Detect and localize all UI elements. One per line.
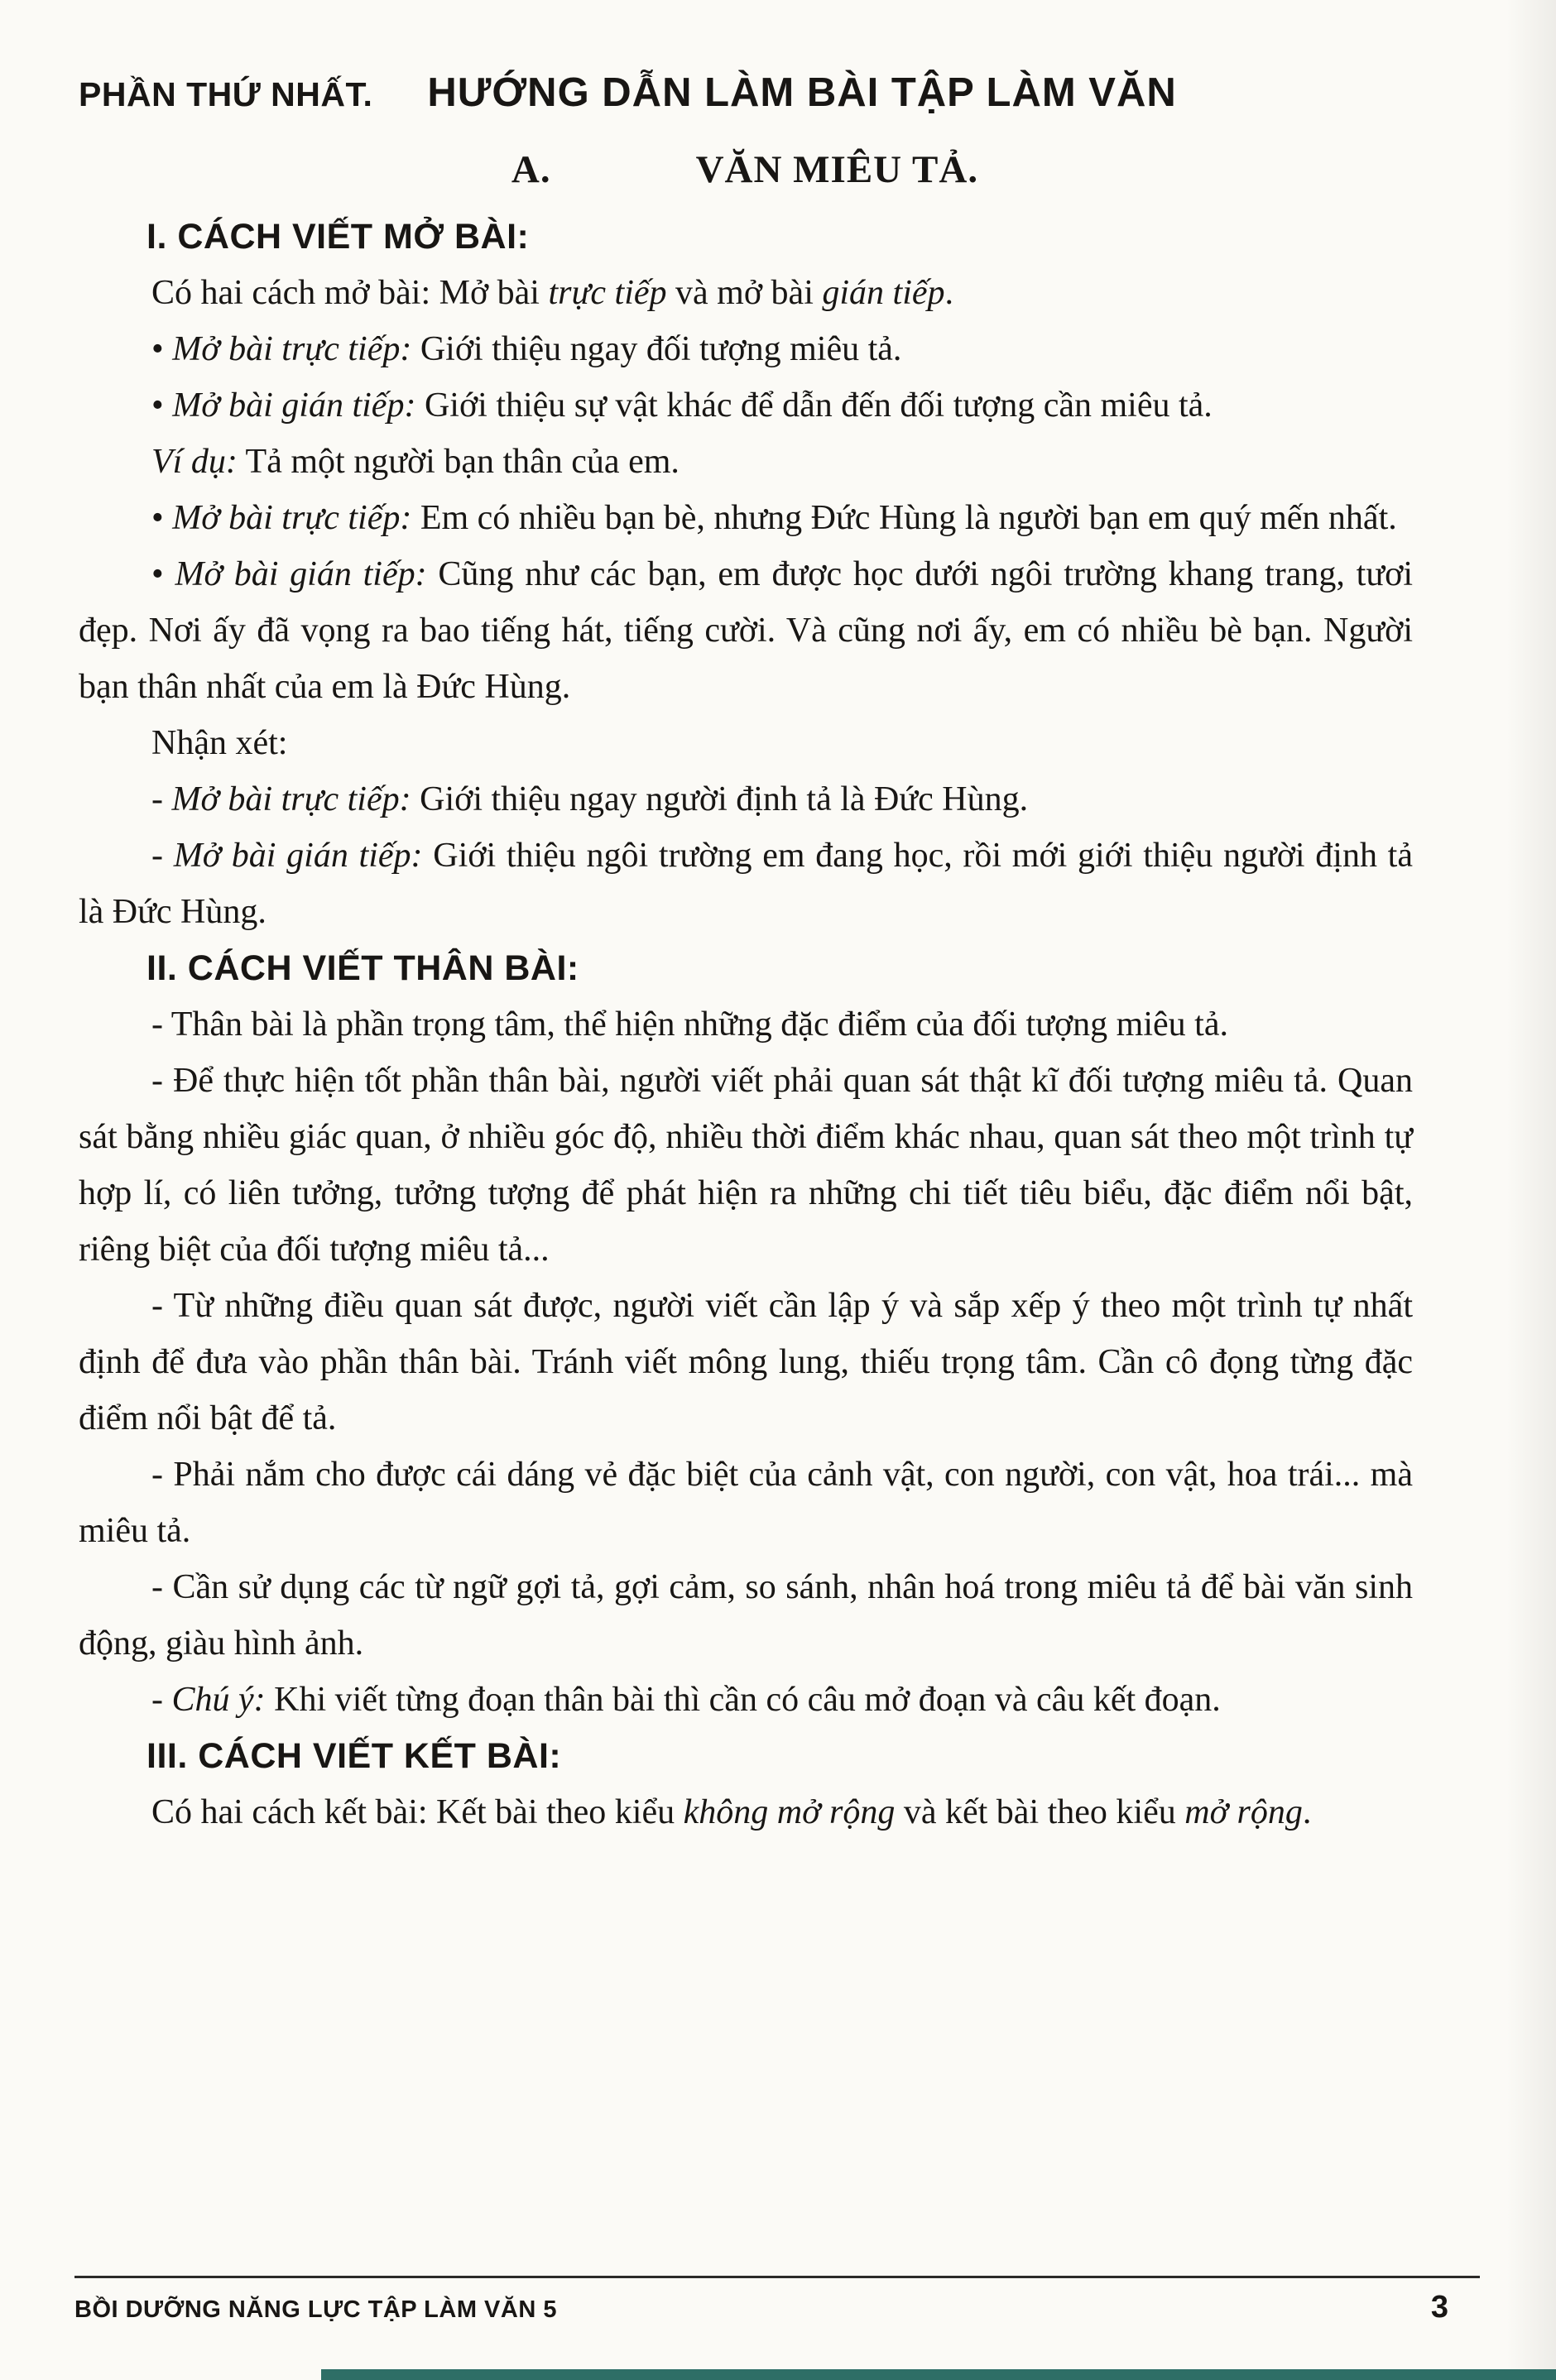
text-run: - — [151, 780, 172, 818]
text-run: • — [151, 499, 173, 537]
text-run: III. CÁCH VIẾT KẾT BÀI: — [146, 1736, 562, 1776]
page-footer — [74, 2276, 1480, 2325]
paragraph — [79, 1784, 1413, 1840]
text-run: I. CÁCH VIẾT MỞ BÀI: — [146, 217, 530, 257]
paragraph — [79, 546, 1413, 715]
text-run: Có hai cách kết bài: Kết bài theo kiểu — [151, 1793, 684, 1831]
text-run: • — [151, 386, 173, 425]
text-run: • — [151, 330, 173, 368]
text-run: - Phải nắm cho được cái dáng vẻ đặc biệt của cảnh vật, con người, con vật, hoa trái... mà miêu tả. — [79, 1456, 1413, 1550]
page-edge-shading — [1506, 0, 1556, 2380]
text-run: II. CÁCH VIẾT THÂN BÀI: — [146, 948, 579, 988]
text-run: Ví dụ: — [151, 443, 238, 481]
text-run: Mở bài gián tiếp: — [172, 386, 416, 425]
page-title: HƯỚNG DẪN LÀM BÀI TẬP LÀM VĂN — [427, 70, 1177, 115]
text-run: Mở bài trực tiếp: — [171, 780, 411, 818]
text-run: Mở bài trực tiếp: — [172, 330, 412, 368]
section-heading — [79, 1728, 1413, 1784]
paragraph — [79, 1053, 1413, 1278]
text-run: - Từ những điều quan sát được, người viết cần lập ý và sắp xếp ý theo một trình tự nhất định để đưa vào phần thân bài. Tránh viết mông lung, thiếu trọng tâm. Cần cô đọng từng đặc điểm nổi bật để tả. — [79, 1287, 1413, 1437]
text-run: Mở bài trực tiếp: — [172, 499, 412, 537]
paragraph — [79, 321, 1413, 377]
text-run: Giới thiệu ngay người định tả là Đức Hùng. — [411, 780, 1029, 818]
text-run: Chú ý: — [171, 1681, 266, 1719]
text-run: trực tiếp — [548, 274, 667, 312]
text-run: Mở bài gián tiếp: — [175, 555, 427, 593]
footer-book-title: BỒI DƯỠNG NĂNG LỰC TẬP LÀM VĂN 5 — [74, 2296, 557, 2323]
text-run: và mở bài — [666, 274, 823, 312]
text-run: Giới thiệu ngay đối tượng miêu tả. — [411, 330, 902, 368]
paragraph — [79, 434, 1413, 490]
text-run: Mở bài gián tiếp: — [173, 837, 423, 875]
text-run: - Cần sử dụng các từ ngữ gợi tả, gợi cảm, so sánh, nhân hoá trong miêu tả để bài văn sinh động, giàu hình ảnh. — [79, 1568, 1413, 1663]
text-run: Nhận xét: — [151, 724, 288, 762]
paragraph — [79, 828, 1413, 940]
text-run: gián tiếp — [822, 274, 945, 312]
section-heading — [79, 209, 1413, 265]
text-run: Tả một người bạn thân của em. — [237, 443, 680, 481]
paragraph — [79, 265, 1413, 321]
text-run: không mở rộng — [683, 1793, 896, 1831]
paragraph — [79, 1447, 1413, 1559]
section-heading — [79, 940, 1413, 996]
text-run: • — [151, 555, 175, 593]
paragraph — [79, 715, 1413, 771]
page-number: 3 — [1430, 2290, 1448, 2325]
text-run: Em có nhiều bạn bè, nhưng Đức Hùng là người bạn em quý mến nhất. — [411, 499, 1397, 537]
page-header — [79, 70, 1457, 116]
text-run: và kết bài theo kiểu — [895, 1793, 1185, 1831]
text-run: Khi viết từng đoạn thân bài thì cần có câu mở đoạn và câu kết đoạn. — [265, 1681, 1221, 1719]
part-label: PHẦN THỨ NHẤT. — [79, 75, 373, 113]
paragraph — [79, 771, 1413, 828]
paragraph — [79, 1672, 1413, 1728]
text-run: Giới thiệu ngôi trường em đang học, rồi mới giới thiệu người định tả là Đức Hùng. — [79, 837, 1413, 931]
text-run: . — [944, 274, 954, 312]
section-letter: A. — [511, 148, 551, 191]
text-run: mở rộng — [1184, 1793, 1303, 1831]
text-run: . — [1302, 1793, 1312, 1831]
scan-artifact-bar — [321, 2369, 1556, 2380]
paragraph — [79, 1559, 1413, 1672]
paragraph — [79, 996, 1413, 1053]
text-run: - Thân bài là phần trọng tâm, thể hiện những đặc điểm của đối tượng miêu tả. — [151, 1005, 1228, 1044]
text-run: - — [151, 837, 174, 875]
text-run: Giới thiệu sự vật khác để dẫn đến đối tượng cần miêu tả. — [415, 386, 1213, 425]
section-header — [0, 147, 1490, 192]
text-run: - — [151, 1681, 172, 1719]
page-body — [79, 209, 1413, 1840]
paragraph — [79, 377, 1413, 434]
text-run: Có hai cách mở bài: Mở bài — [151, 274, 549, 312]
text-run: Cũng như các bạn, em được học dưới ngôi trường khang trang, tươi đẹp. Nơi ấy đã vọng ra bao tiếng hát, tiếng cười. Và cũng nơi ấy, em có nhiều bè bạn. Người bạn thân nhất của em là Đức Hùng. — [79, 555, 1413, 706]
paragraph — [79, 1278, 1413, 1447]
section-title: VĂN MIÊU TẢ. — [695, 148, 979, 191]
text-run: - Để thực hiện tốt phần thân bài, người viết phải quan sát thật kĩ đối tượng miêu tả. Quan sát bằng nhiều giác quan, ở nhiều góc độ, nhiều thời điểm khác nhau, quan sát theo một trình tự hợp lí, có liên tưởng, tưởng tượng để phát hiện ra những chi tiết tiêu biểu, đặc điểm nổi bật, riêng biệt của đối tượng miêu tả... — [79, 1062, 1413, 1269]
paragraph — [79, 490, 1413, 546]
